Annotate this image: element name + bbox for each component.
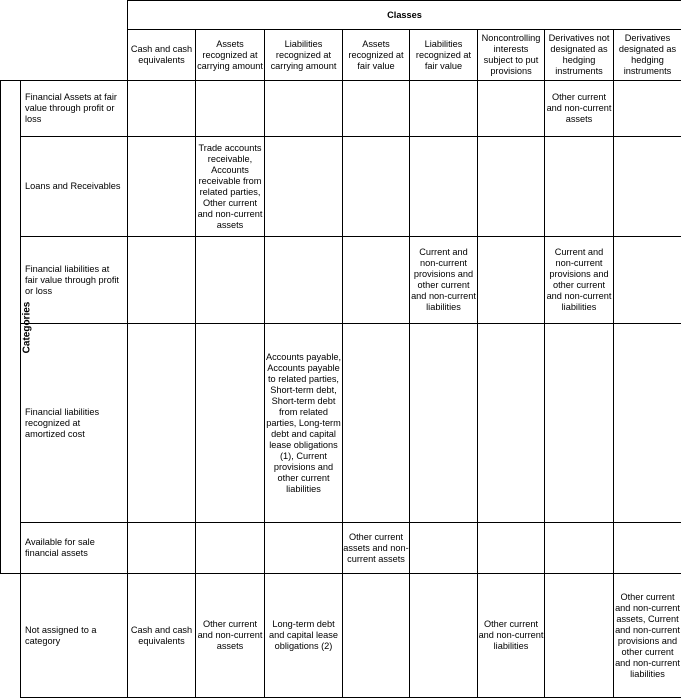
- row-label: Not assigned to a category: [21, 574, 128, 698]
- categories-label-cell: [1, 81, 21, 574]
- table-cell: [343, 81, 410, 137]
- column-header: Assets recognized at carrying amount: [196, 30, 265, 81]
- table-cell: Long-term debt and capital lease obligations (2): [265, 574, 343, 698]
- row-label: Financial liabilities recognized at amortized cost: [21, 324, 128, 523]
- table-cell: [545, 137, 614, 237]
- table-cell: Other current and non-current assets: [545, 81, 614, 137]
- table-cell: [128, 523, 196, 574]
- table-row: [1, 523, 681, 574]
- table-row: [1, 137, 681, 237]
- column-header: Cash and cash equivalents: [128, 30, 196, 81]
- column-header: Liabilities recognized at fair value: [410, 30, 478, 81]
- column-header: Derivatives designated as hedging instruments: [614, 30, 681, 81]
- table-cell: Trade accounts receivable, Accounts receivable from related parties, Other current and non-current assets: [196, 137, 265, 237]
- table-cell: [614, 237, 681, 324]
- column-header-row: [1, 30, 681, 81]
- table-cell: [410, 574, 478, 698]
- table-cell: [410, 324, 478, 523]
- corner-blank: [1, 1, 21, 30]
- table-row: [1, 574, 681, 698]
- categories-label: Categories: [21, 301, 32, 353]
- column-header: Derivatives not designated as hedging instruments: [545, 30, 614, 81]
- table-cell: [410, 523, 478, 574]
- table-cell: [343, 137, 410, 237]
- table-row: [1, 81, 681, 137]
- table-cell: [128, 237, 196, 324]
- table-cell: Other current and non-current liabilities: [478, 574, 545, 698]
- row-label: Available for sale financial assets: [21, 523, 128, 574]
- classes-header-row: [1, 1, 681, 30]
- column-header: Noncontrolling interests subject to put provisions: [478, 30, 545, 81]
- table-cell: [265, 237, 343, 324]
- table-cell: [343, 237, 410, 324]
- table-cell: [128, 137, 196, 237]
- table-cell: [196, 81, 265, 137]
- table-cell: [343, 574, 410, 698]
- table-cell: [265, 137, 343, 237]
- column-header: Assets recognized at fair value: [343, 30, 410, 81]
- table-cell: [410, 137, 478, 237]
- table-cell: [478, 81, 545, 137]
- row-label: Loans and Receivables: [21, 137, 128, 237]
- table-cell: [545, 523, 614, 574]
- table-cell: [614, 137, 681, 237]
- table-row: [1, 237, 681, 324]
- table-cell: Accounts payable, Accounts payable to related parties, Short-term debt, Short-term debt from related parties, Long-term debt and capital lease obligations (1), Current provisions and other current liabilities: [265, 324, 343, 523]
- table-cell: [410, 81, 478, 137]
- table-cell: [545, 574, 614, 698]
- table-cell: [265, 81, 343, 137]
- table-cell: Other current and non-current assets, Current and non-current provisions and other current and non-current liabilities: [614, 574, 681, 698]
- table-cell: [478, 237, 545, 324]
- corner-blank: [1, 574, 21, 698]
- table-cell: [128, 81, 196, 137]
- table-cell: [614, 523, 681, 574]
- table-cell: [265, 523, 343, 574]
- table-cell: Current and non-current provisions and other current and non-current liabilities: [410, 237, 478, 324]
- column-header: Liabilities recognized at carrying amount: [265, 30, 343, 81]
- table-cell: [196, 324, 265, 523]
- table-cell: Other current assets and non-current assets: [343, 523, 410, 574]
- table-cell: Cash and cash equivalents: [128, 574, 196, 698]
- table-row: [1, 324, 681, 523]
- table-cell: [128, 324, 196, 523]
- table-cell: Other current and non-current assets: [196, 574, 265, 698]
- table-cell: [478, 137, 545, 237]
- table-cell: [478, 523, 545, 574]
- corner-blank: [21, 1, 128, 30]
- table-cell: [478, 324, 545, 523]
- classes-title: Classes: [128, 1, 681, 30]
- table-cell: [614, 81, 681, 137]
- row-label: Financial Assets at fair value through profit or loss: [21, 81, 128, 137]
- table-cell: [196, 523, 265, 574]
- corner-blank: [1, 30, 21, 81]
- table-cell: [545, 324, 614, 523]
- row-label: Financial liabilities at fair value through profit or loss: [21, 237, 128, 324]
- table-cell: [343, 324, 410, 523]
- table-cell: [614, 324, 681, 523]
- table-cell: Current and non-current provisions and other current and non-current liabilities: [545, 237, 614, 324]
- corner-blank: [21, 30, 128, 81]
- table-cell: [196, 237, 265, 324]
